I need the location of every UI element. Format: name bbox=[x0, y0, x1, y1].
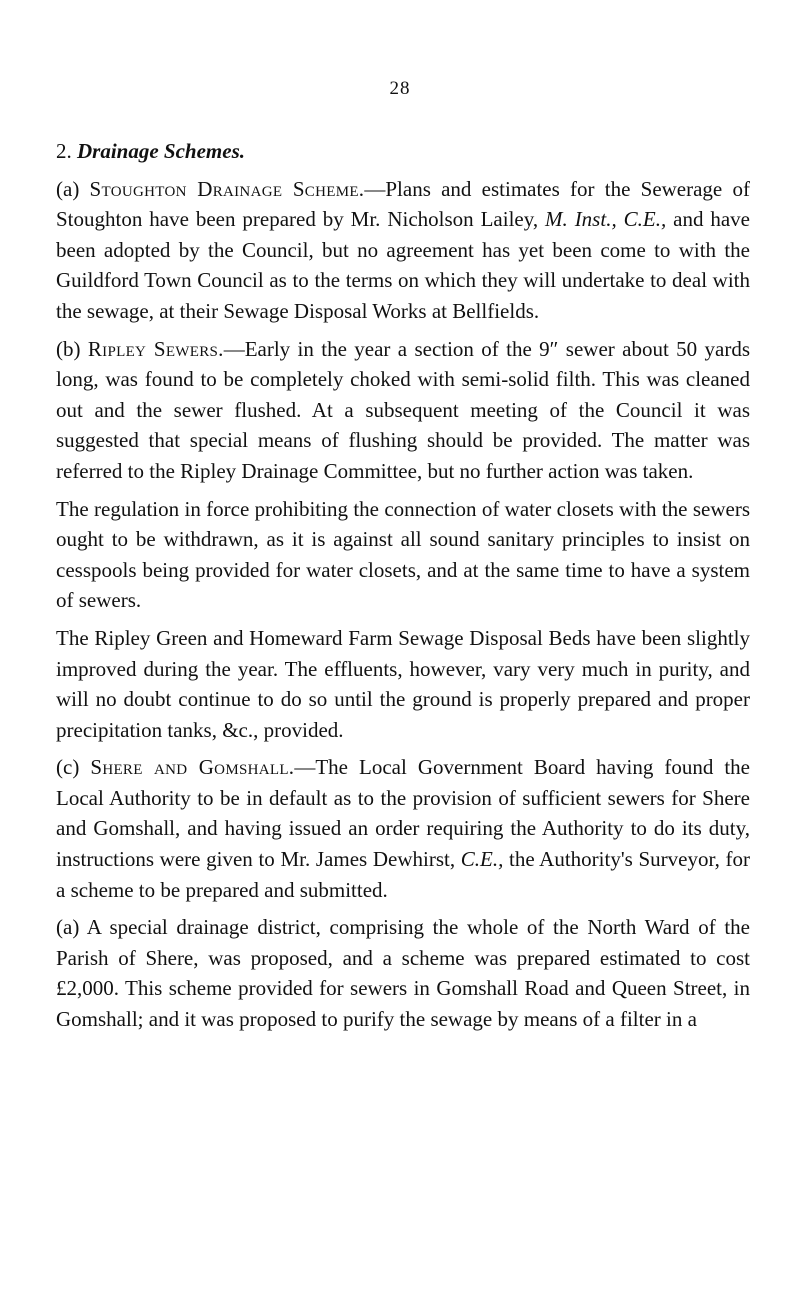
section-title: Drainage Schemes. bbox=[77, 139, 245, 163]
credential-text: C.E., bbox=[460, 847, 504, 872]
section-heading bbox=[56, 136, 750, 167]
paragraph-special-district bbox=[56, 912, 750, 1034]
paragraph-marker: (c) bbox=[56, 755, 80, 780]
section-number: 2. bbox=[56, 139, 72, 163]
paragraph-text: A special drainage district, comprising the whole of the North Ward of the Parish of Shere, was proposed, and a scheme was prepared estimated to cost £2,000. This scheme provided for sewers in Gomshall Road and Queen Street, in Gomshall; and it was proposed to purify the sewage by means of a filter in a bbox=[56, 915, 750, 1032]
paragraph-ripley-sewers bbox=[56, 334, 750, 487]
paragraph-heading: Stoughton Drainage Scheme. bbox=[89, 176, 365, 201]
paragraph-text: The Ripley Green and Homeward Farm Sewage Disposal Beds have been slightly improved during the year. The effluents, however, vary very much in purity, and will no doubt continue to do so until the ground is properly prepared and proper precipitation tanks, &c., provided. bbox=[56, 625, 750, 742]
paragraph-heading: Shere and Gomshall. bbox=[90, 755, 295, 780]
paragraph-text: the Authority's Surveyor, for a scheme to be prepared and submitted. bbox=[56, 847, 750, 902]
paragraph-text: The regulation in force prohibiting the connection of water closets with the sewers ought to be withdrawn, as it is against all sound sanitary principles to insist on cesspools being provided for water closets, and at the same time to have a system of sewers. bbox=[56, 496, 750, 613]
paragraph-marker: (a) bbox=[56, 176, 80, 201]
paragraph-regulation bbox=[56, 494, 750, 616]
paragraph-text: —Plans and estimates for the Sewerage of Stoughton have been prepared by Mr. Nicholson Lailey, bbox=[56, 176, 750, 232]
paragraph-marker: (a) bbox=[56, 915, 80, 940]
body-text bbox=[56, 136, 750, 1042]
paragraph-text: —The Local Government Board having found the Local Authority to be in default as to the provision of sufficient sewers for Shere and Gomshall, and having issued an order requiring the Authority to do its duty, instructions were given to Mr. James Dewhirst, bbox=[56, 755, 751, 872]
paragraph-heading: Ripley Sewers. bbox=[87, 336, 224, 361]
page-number: 28 bbox=[389, 78, 411, 99]
paragraph-ripley-green bbox=[56, 623, 750, 745]
paragraph-marker: (b) bbox=[56, 336, 81, 361]
credential-text: M. Inst., C.E., bbox=[545, 207, 667, 232]
paragraph-stoughton bbox=[56, 174, 750, 327]
paragraph-text: and have been adopted by the Council, but no agreement has yet been come to with the Guildford Town Council as to the terms on which they will undertake to deal with the sewage, at their Sewage Disposal Works at Bellfields. bbox=[56, 207, 750, 323]
paragraph-shere-gomshall bbox=[56, 752, 750, 905]
paragraph-text: —Early in the year a section of the 9″ sewer about 50 yards long, was found to be completely choked with semi-solid filth. This was cleaned out and the sewer flushed. At a subsequent meeting of the Council it was suggested that special means of flushing should be provided. The matter was referred to the Ripley Drainage Committee, but no further action was taken. bbox=[56, 336, 750, 483]
